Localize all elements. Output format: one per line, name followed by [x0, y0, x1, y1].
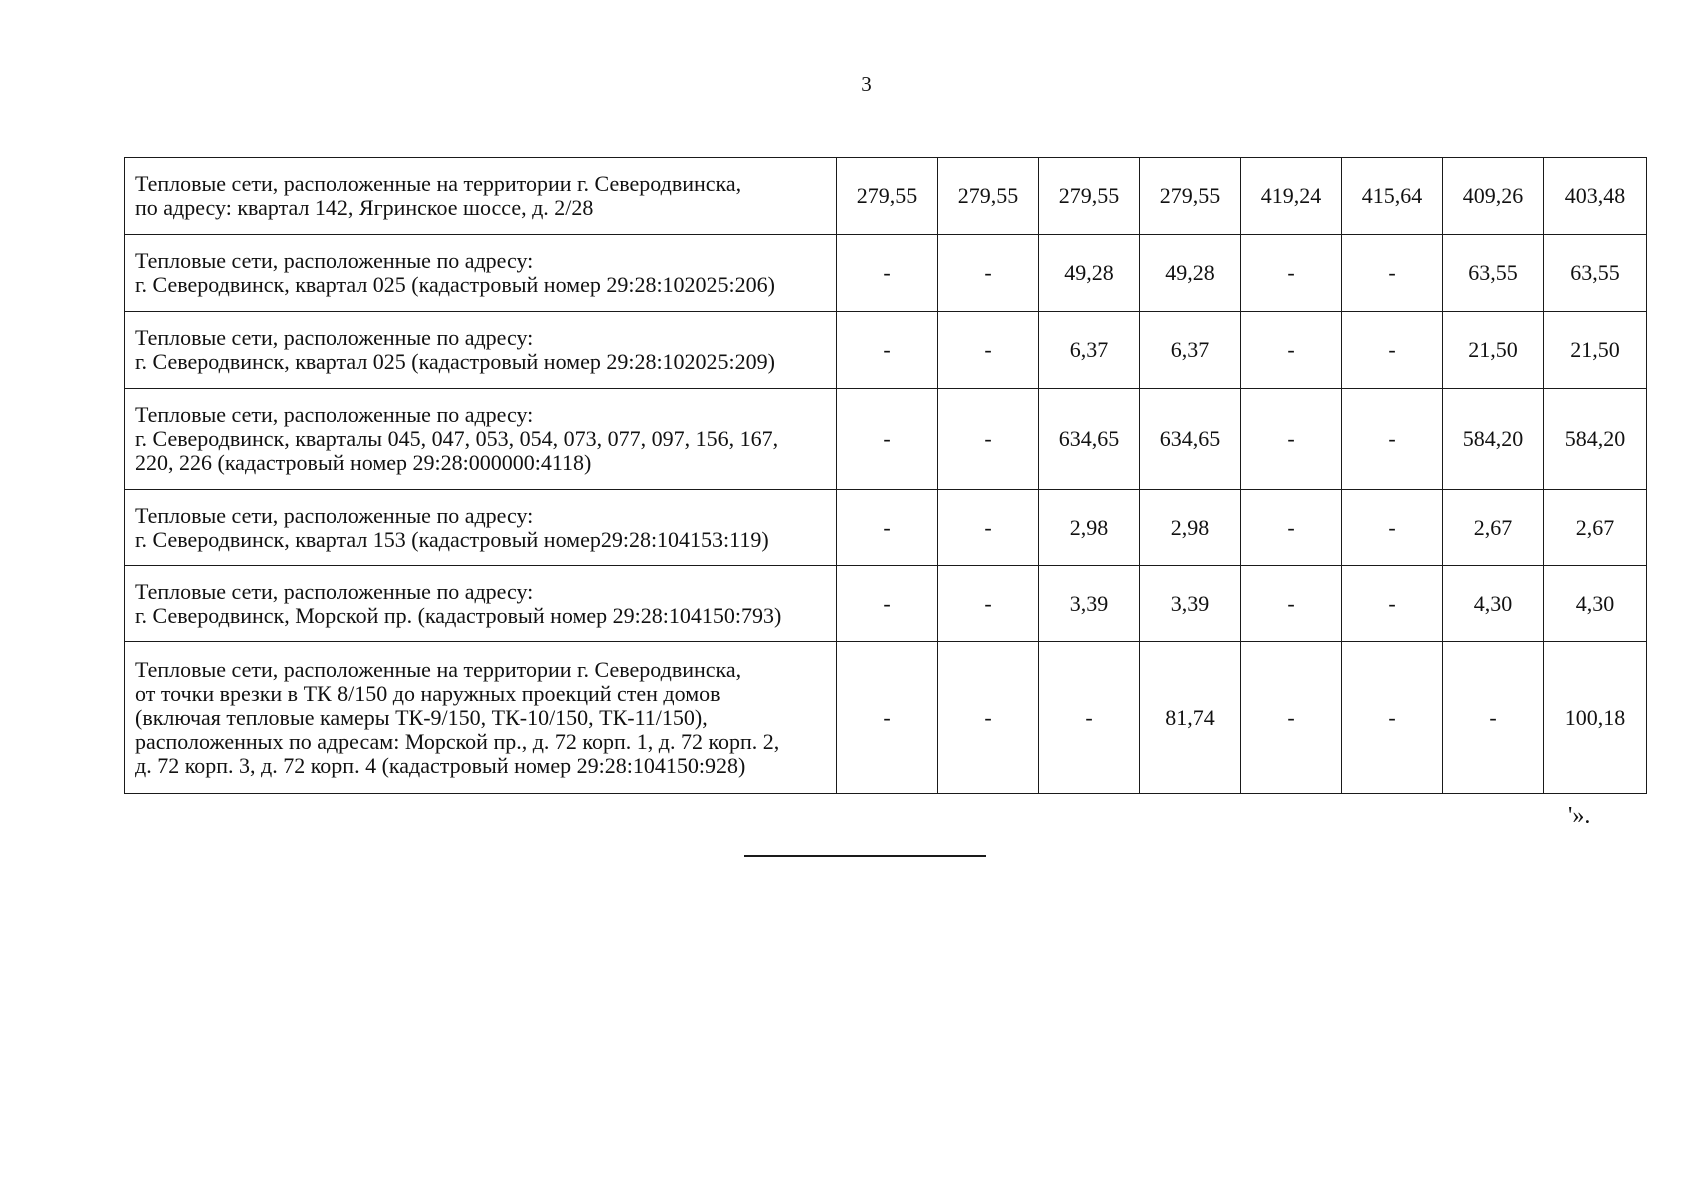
description-line: г. Северодвинск, Морской пр. (кадастровый номер 29:28:104150:793) [135, 602, 782, 628]
value-cell: - [1342, 312, 1443, 389]
value-cell: 2,98 [1039, 490, 1140, 566]
value-cell: 584,20 [1544, 389, 1647, 490]
value-cell: - [1342, 566, 1443, 642]
heat-network-tariff-table [124, 157, 1647, 794]
value-cell: 584,20 [1443, 389, 1544, 490]
value-cell: 2,98 [1140, 490, 1241, 566]
description-line: по адресу: квартал 142, Ягринское шоссе, д. 2/28 [135, 195, 594, 220]
description-line: д. 72 корп. 3, д. 72 корп. 4 (кадастровый номер 29:28:104150:928) [135, 752, 746, 778]
value-cell: 63,55 [1544, 235, 1647, 312]
value-cell: - [938, 235, 1039, 312]
end-of-document-rule [744, 855, 986, 857]
value-cell: 409,26 [1443, 158, 1544, 235]
description-line: г. Северодвинск, квартал 153 (кадастровый номер29:28:104153:119) [135, 526, 769, 552]
value-cell: 2,67 [1443, 490, 1544, 566]
value-cell: - [837, 490, 938, 566]
table-row [125, 490, 1647, 566]
value-cell: 6,37 [1140, 312, 1241, 389]
table-row [125, 566, 1647, 642]
value-cell: 279,55 [938, 158, 1039, 235]
value-cell: 21,50 [1443, 312, 1544, 389]
value-cell: 4,30 [1544, 566, 1647, 642]
table-row [125, 389, 1647, 490]
value-cell: - [837, 389, 938, 490]
description-line: г. Северодвинск, кварталы 045, 047, 053, 054, 073, 077, 097, 156, 167, [135, 426, 779, 451]
value-cell: - [1342, 490, 1443, 566]
value-cell: 279,55 [1140, 158, 1241, 235]
value-cell: 81,74 [1140, 642, 1241, 794]
value-cell: 403,48 [1544, 158, 1647, 235]
value-cell: - [1342, 642, 1443, 794]
closing-quote-prefix: ' [1568, 803, 1573, 829]
value-cell: 4,30 [1443, 566, 1544, 642]
network-description-cell [125, 642, 837, 794]
description-line: расположенных по адресам: Морской пр., д. 72 корп. 1, д. 72 корп. 2, [135, 728, 780, 754]
value-cell: - [1241, 566, 1342, 642]
value-cell: - [1443, 642, 1544, 794]
value-cell: 279,55 [837, 158, 938, 235]
value-cell: 2,67 [1544, 490, 1647, 566]
value-cell: 49,28 [1039, 235, 1140, 312]
value-cell: 6,37 [1039, 312, 1140, 389]
value-cell: 3,39 [1140, 566, 1241, 642]
value-cell: - [938, 566, 1039, 642]
value-cell: - [1342, 235, 1443, 312]
table-row [125, 312, 1647, 389]
value-cell: - [1241, 389, 1342, 490]
network-description-cell [125, 235, 837, 312]
description-line: 220, 226 (кадастровый номер 29:28:000000:4118) [135, 450, 592, 475]
network-description-cell [125, 389, 837, 490]
value-cell: 415,64 [1342, 158, 1443, 235]
value-cell: - [837, 642, 938, 794]
description-line: от точки врезки в ТК 8/150 до наружных проекций стен домов [135, 680, 721, 706]
network-description-cell [125, 158, 837, 235]
table-row [125, 158, 1647, 235]
value-cell: - [837, 312, 938, 389]
description-line: Тепловые сети, расположенные на территории г. Северодвинска, [135, 171, 742, 196]
value-cell: - [938, 312, 1039, 389]
value-cell: - [837, 566, 938, 642]
value-cell: - [938, 490, 1039, 566]
value-cell: 63,55 [1443, 235, 1544, 312]
value-cell: 3,39 [1039, 566, 1140, 642]
network-description-cell [125, 312, 837, 389]
description-line: г. Северодвинск, квартал 025 (кадастровый номер 29:28:102025:209) [135, 349, 775, 374]
value-cell: - [1241, 490, 1342, 566]
value-cell: 279,55 [1039, 158, 1140, 235]
value-cell: 100,18 [1544, 642, 1647, 794]
network-description-cell [125, 490, 837, 566]
description-line: Тепловые сети, расположенные по адресу: [135, 325, 534, 350]
description-line: г. Северодвинск, квартал 025 (кадастровый номер 29:28:102025:206) [135, 272, 775, 297]
description-line: Тепловые сети, расположенные по адресу: [135, 248, 534, 273]
description-line: Тепловые сети, расположенные по адресу: [135, 402, 534, 427]
closing-quote-mark [1568, 802, 1590, 830]
value-cell: 634,65 [1039, 389, 1140, 490]
value-cell: - [1342, 389, 1443, 490]
description-line: Тепловые сети, расположенные по адресу: [135, 578, 534, 604]
description-line: Тепловые сети, расположенные по адресу: [135, 502, 534, 528]
value-cell: 634,65 [1140, 389, 1241, 490]
value-cell: 419,24 [1241, 158, 1342, 235]
value-cell: - [1039, 642, 1140, 794]
closing-quote-text: ». [1572, 803, 1591, 829]
value-cell: - [1241, 235, 1342, 312]
value-cell: - [837, 235, 938, 312]
value-cell: - [938, 642, 1039, 794]
description-line: (включая тепловые камеры ТК-9/150, ТК-10/150, ТК-11/150), [135, 704, 708, 730]
value-cell: 49,28 [1140, 235, 1241, 312]
table-row [125, 235, 1647, 312]
page-number: 3 [861, 72, 872, 96]
description-line: Тепловые сети, расположенные на территории г. Северодвинска, [135, 656, 742, 682]
network-description-cell [125, 566, 837, 642]
value-cell: 21,50 [1544, 312, 1647, 389]
table-row [125, 642, 1647, 794]
value-cell: - [1241, 312, 1342, 389]
value-cell: - [938, 389, 1039, 490]
value-cell: - [1241, 642, 1342, 794]
